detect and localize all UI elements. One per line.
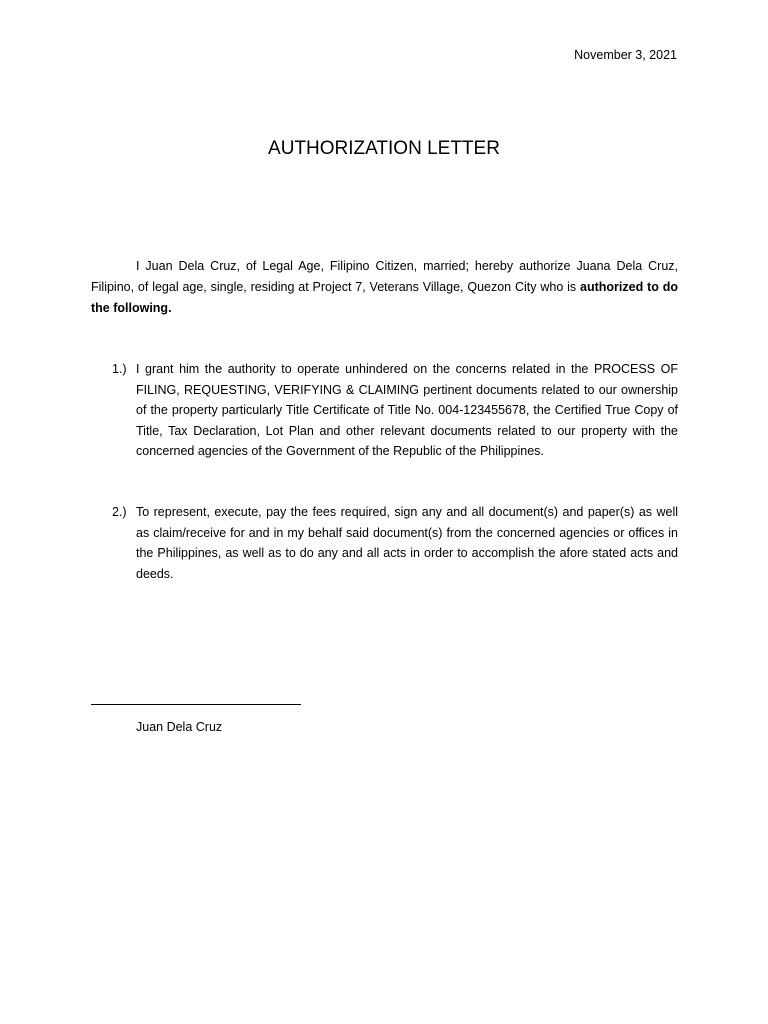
list-item [91,502,678,584]
letter-date: November 3, 2021 [574,48,677,62]
list-item-text: I grant him the authority to operate unhindered on the concerns related in the PROCESS OF FILING, REQUESTING, VERIFYING & CLAIMING pertinent documents related to our ownership of the property particularly Title Certificate of Title No. 004-123455678, the Certified True Copy of Title, Tax Declaration, Lot Plan and other relevant documents related to our property with the concerned agencies of the Government of the Republic of the Philippines. [136,362,678,458]
intro-paragraph [91,256,678,319]
list-item [91,359,678,462]
list-item-number: 1.) [112,362,127,376]
list-item-number: 2.) [112,505,127,519]
list-item-text: To represent, execute, pay the fees required, sign any and all document(s) and paper(s) as well as claim/receive for and in my behalf said document(s) from the concerned agencies or offices in the Philippines, as well as to do any and all acts in order to accomplish the afore stated acts and deeds. [136,505,678,581]
signatory-name: Juan Dela Cruz [136,720,223,734]
intro-text: I Juan Dela Cruz, of Legal Age, Filipino Citizen, married; hereby authorize Juana Dela Cruz, Filipino, of legal age, single, residing at Project 7, Veterans Village, Quezon City who is [91,259,678,294]
letter-title: AUTHORIZATION LETTER [268,138,500,159]
signature-line [91,704,301,705]
intro-bold-text: authorized to do the following. [91,280,678,315]
